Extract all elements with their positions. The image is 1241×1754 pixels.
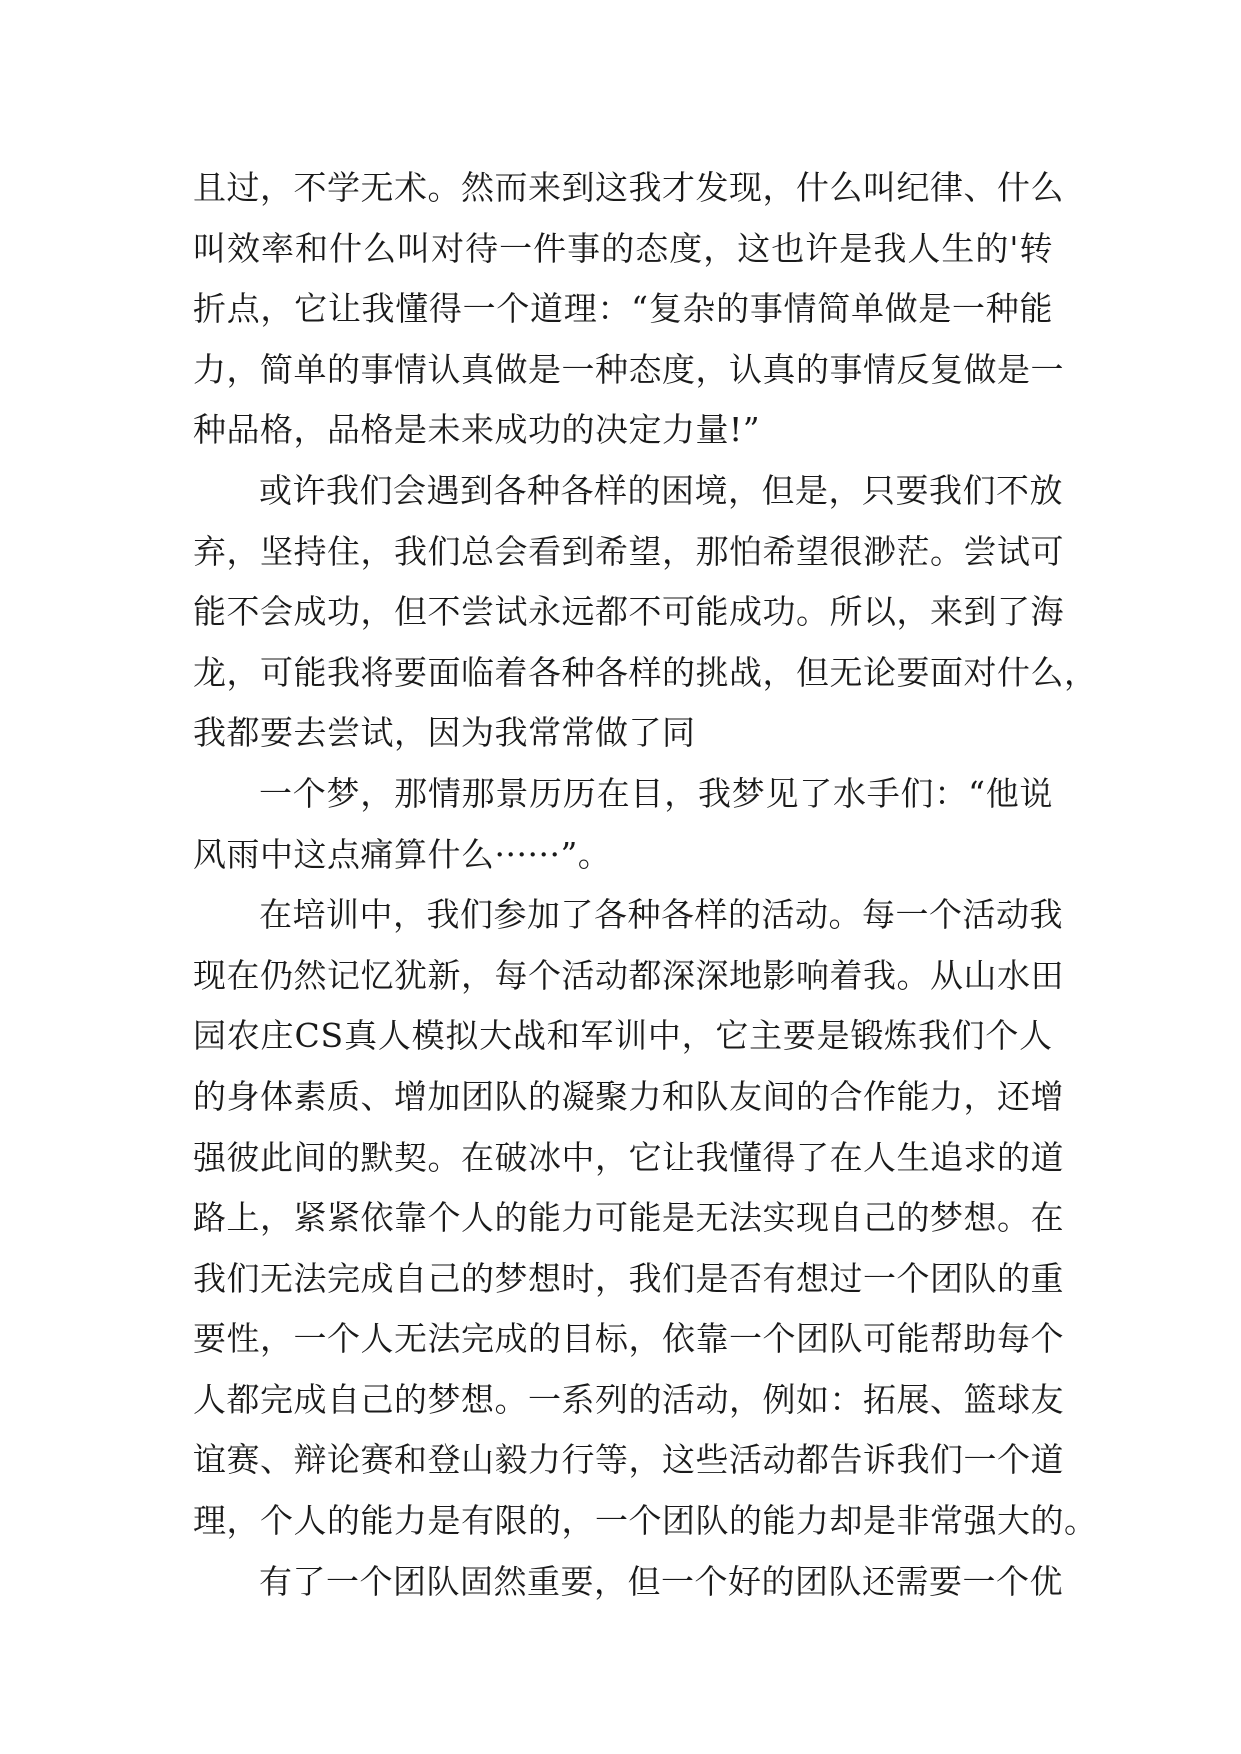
- text-line: 理 ， 个 人 的 能 力 是 有 限 的 ， 一 个 团 队 的 能 力 却 是 非 常 强 大 的 。: [193, 1501, 1098, 1541]
- text-line: 种品格，品格是未来成功的决定力量!”: [193, 410, 761, 450]
- text-line: 强 彼 此 间 的 默 契 。 在 破 冰 中 ， 它 让 我 懂 得 了 在 人 生 追 求 的 道: [193, 1137, 1064, 1177]
- text-line: 或 许 我 们 会 遇 到 各 种 各 样 的 困 境 ， 但 是 ， 只 要 我 们 不 放: [259, 470, 1063, 510]
- text-line: 要 性 ， 一 个 人 无 法 完 成 的 目 标 ， 依 靠 一 个 团 队 可 能 帮 助 每 个: [193, 1319, 1064, 1359]
- text-line: 在 培 训 中 ， 我 们 参 加 了 各 种 各 样 的 活 动 。 每 一 个 活 动 我: [259, 895, 1063, 935]
- text-line: 力 ， 简 单 的 事 情 认 真 做 是 一 种 态 度 ， 认 真 的 事 情 反 复 做 是 一: [193, 349, 1064, 389]
- document-body-text: [193, 158, 1098, 1612]
- text-line: 谊 赛 、 辩 论 赛 和 登 山 毅 力 行 等 ， 这 些 活 动 都 告 诉 我 们 一 个 道: [193, 1440, 1064, 1480]
- text-line: 一 个 梦 ， 那 情 那 景 历 历 在 目 ， 我 梦 见 了 水 手 们 ： “ 他 说: [259, 773, 1053, 813]
- text-line: 能 不 会 成 功 ， 但 不 尝 试 永 远 都 不 可 能 成 功 。 所 以 ， 来 到 了 海: [193, 592, 1064, 632]
- text-line: 弃 ， 坚 持 住 ， 我 们 总 会 看 到 希 望 ， 那 怕 希 望 很 渺 茫 。 尝 试 可: [193, 531, 1064, 571]
- text-line: 园 农 庄 C S 真 人 模 拟 大 战 和 军 训 中 ， 它 主 要 是 锻 炼 我 们 个 人: [193, 1016, 1053, 1056]
- text-line: 我都要去尝试，因为我常常做了同: [193, 713, 696, 753]
- text-line: 折 点 ， 它 让 我 懂 得 一 个 道 理 ： “ 复 杂 的 事 情 简 单 做 是 一 种 能: [193, 289, 1053, 329]
- text-line: 风雨中这点痛算什么······”。: [193, 834, 612, 874]
- text-line: 且 过 ， 不 学 无 术 。 然 而 来 到 这 我 才 发 现 ， 什 么 叫 纪 律 、 什 么: [193, 168, 1064, 207]
- text-line: 人 都 完 成 自 己 的 梦 想 。 一 系 列 的 活 动 ， 例 如 ： 拓 展 、 篮 球 友: [193, 1379, 1064, 1419]
- text-line: 的 身 体 素 质 、 增 加 团 队 的 凝 聚 力 和 队 友 间 的 合 作 能 力 ， 还 增: [193, 1076, 1064, 1116]
- text-line: 龙 ， 可 能 我 将 要 面 临 着 各 种 各 样 的 挑 战 ， 但 无 论 要 面 对 什 么 ，: [193, 652, 1098, 692]
- text-line: 有 了 一 个 团 队 固 然 重 要 ， 但 一 个 好 的 团 队 还 需 要 一 个 优: [259, 1561, 1063, 1601]
- text-line: 现 在 仍 然 记 忆 犹 新 ， 每 个 活 动 都 深 深 地 影 响 着 我 。 从 山 水 田: [193, 955, 1064, 995]
- text-line: 我 们 无 法 完 成 自 己 的 梦 想 时 ， 我 们 是 否 有 想 过 一 个 团 队 的 重: [193, 1258, 1064, 1298]
- text-line: 路 上 ， 紧 紧 依 靠 个 人 的 能 力 可 能 是 无 法 实 现 自 己 的 梦 想 。 在: [193, 1198, 1064, 1238]
- text-line: 叫 效 率 和 什 么 叫 对 待 一 件 事 的 态 度 ， 这 也 许 是 我 人 生 的 ' 转: [193, 228, 1053, 268]
